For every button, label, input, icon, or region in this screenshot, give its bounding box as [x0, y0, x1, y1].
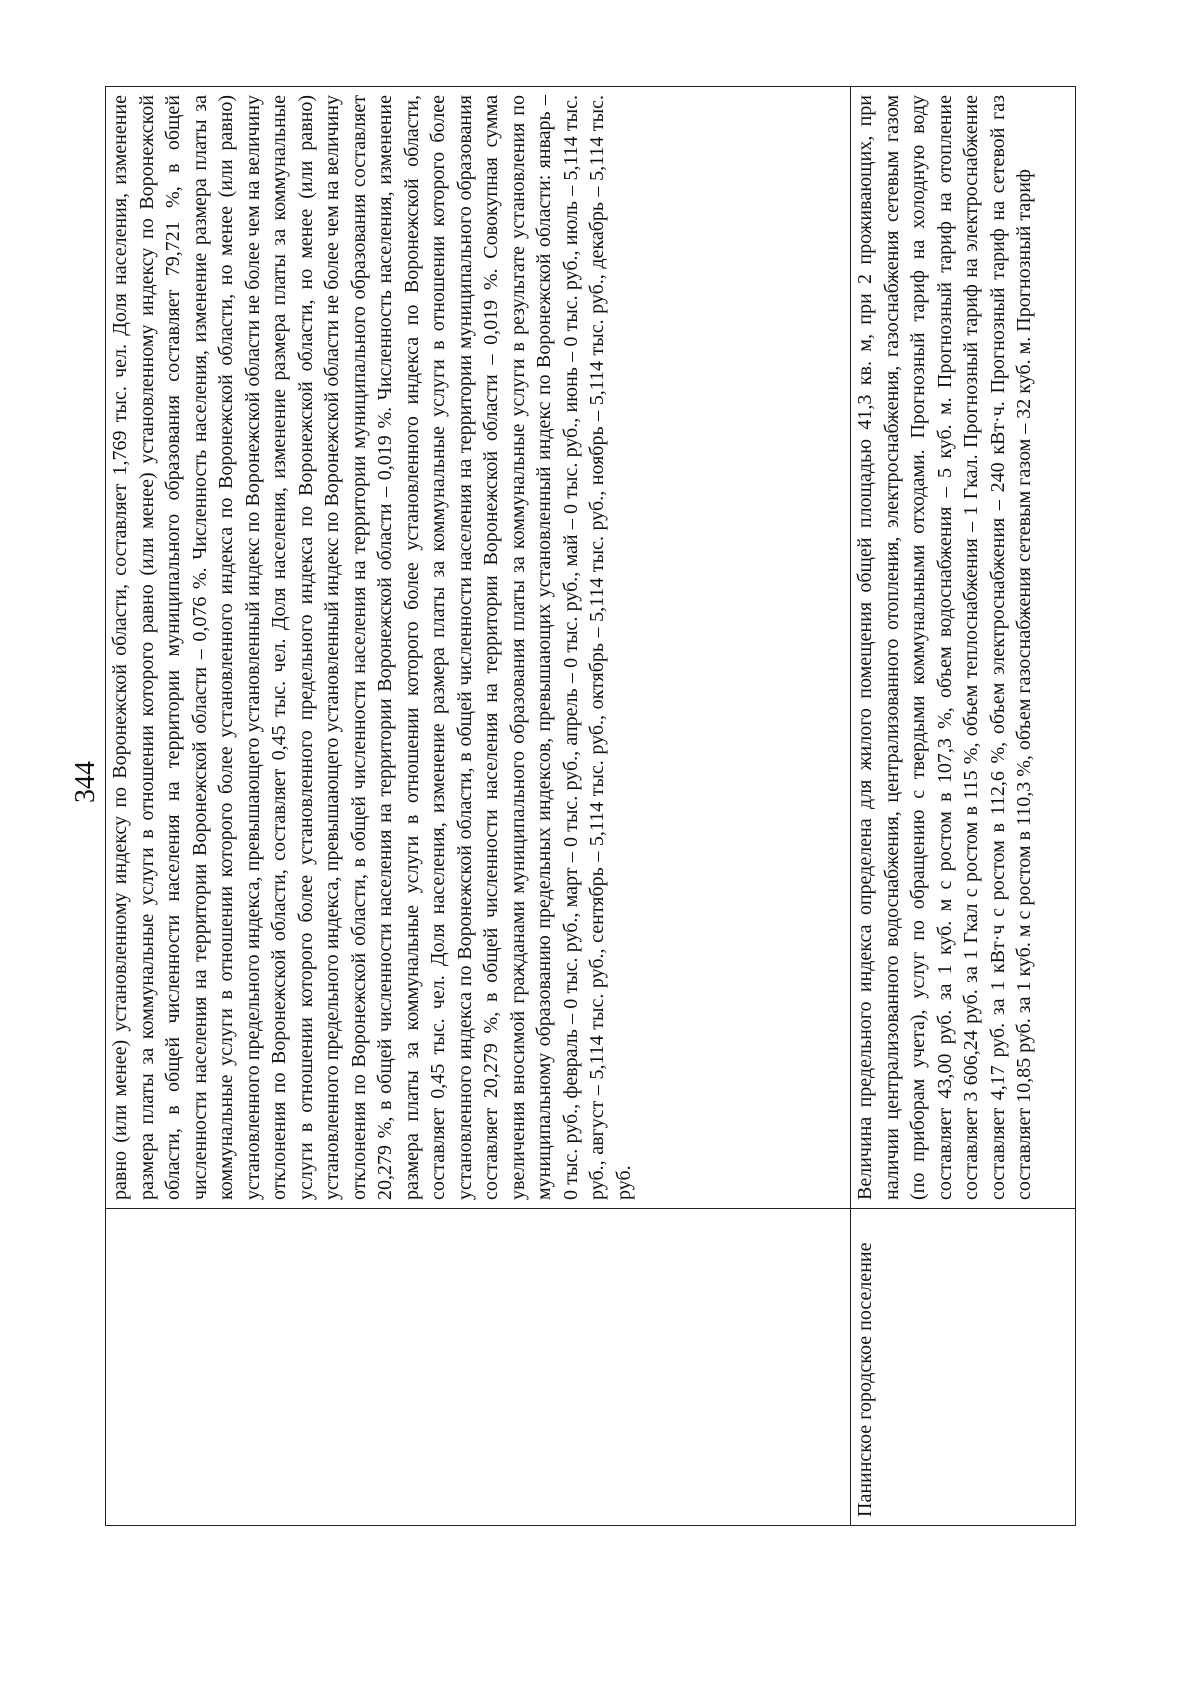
data-table [105, 86, 1076, 1526]
municipality-name-cell [106, 1209, 851, 1526]
table-row [851, 87, 1076, 1526]
page-number: 344 [70, 761, 101, 803]
index-description-cell: равно (или менее) установленному индексу по Воронежской области, составляет 1,769 тыс. чел. Доля населения, изменение размера платы за коммунальные услуги в отношении которого равно (или менее) установленному индексу по Воронежской области, в общей численности населения на территории муниципального образования составляет 79,721 %, в общей численности населения на территории Воронежской области – 0,076 %. Численность населения, изменение размера платы за коммунальные услуги в отношении которого более установленного индекса по Воронежской области, но менее (или равно) установленного предельного индекса, превышающего установленный индекс по Воронежской области не более чем на величину отклонения по Воронежской области, составляет 0,45 тыс. чел. Доля населения, изменение размера платы за коммунальные услуги в отношении которого более установленного предельного индекса по Воронежской области, но менее (или равно) установленного предельного индекса, превышающего установленный индекс по Воронежской области не более чем на величину отклонения по Воронежской области, в общей численности населения на территории муниципального образования составляет 20,279 %, в общей численности населения на территории Воронежской области – 0,019 %. Численность населения, изменение размера платы за коммунальные услуги в отношении которого более установленного индекса по Воронежской области, составляет 0,45 тыс. чел. Доля населения, изменение размера платы за коммунальные услуги в отношении которого более установленного индекса по Воронежской области, в общей численности населения на территории муниципального образования составляет 20,279 %, в общей численности населения на территории Воронежской области – 0,019 %. Совокупная сумма увеличения вносимой гражданами муниципального образования платы за коммунальные услуги в результате установления по муниципальному образованию предельных индексов, превышающих установленный индекс по Воронежской области: январь – 0 тыс. руб., февраль – 0 тыс. руб., март – 0 тыс. руб., апрель – 0 тыс. руб., май – 0 тыс. руб., июнь – 0 тыс. руб., июль – 5,114 тыс. руб., август – 5,114 тыс. руб., сентябрь – 5,114 тыс. руб., октябрь – 5,114 тыс. руб., ноябрь – 5,114 тыс. руб., декабрь – 5,114 тыс. руб. [106, 87, 851, 1209]
table-row [106, 87, 851, 1526]
index-description-cell: Величина предельного индекса определена для жилого помещения общей площадью 41,3 кв. м, при 2 проживающих, при наличии централизованного водоснабжения, централизованного отопления, электроснабжения, газоснабжения сетевым газом (по приборам учета), услуг по обращению с твердыми коммунальными отходами. Прогнозный тариф на холодную воду составляет 43,00 руб. за 1 куб. м с ростом в 107,3 %, объем водоснабжения – 5 куб. м. Прогнозный тариф на отопление составляет 3 606,24 руб. за 1 Гкал с ростом в 115 %, объем теплоснабжения – 1 Гкал. Прогнозный тариф на электроснабжение составляет 4,17 руб. за 1 кВт·ч с ростом в 112,6 %, объем электроснабжения – 240 кВт·ч. Прогнозный тариф на сетевой газ составляет 10,85 руб. за 1 куб. м с ростом в 110,3 %, объем газоснабжения сетевым газом – 32 куб. м. Прогнозный тариф [851, 87, 1076, 1209]
municipality-name-cell: Панинское городское поселение [851, 1209, 1076, 1526]
rotated-table-container [105, 86, 1075, 1526]
